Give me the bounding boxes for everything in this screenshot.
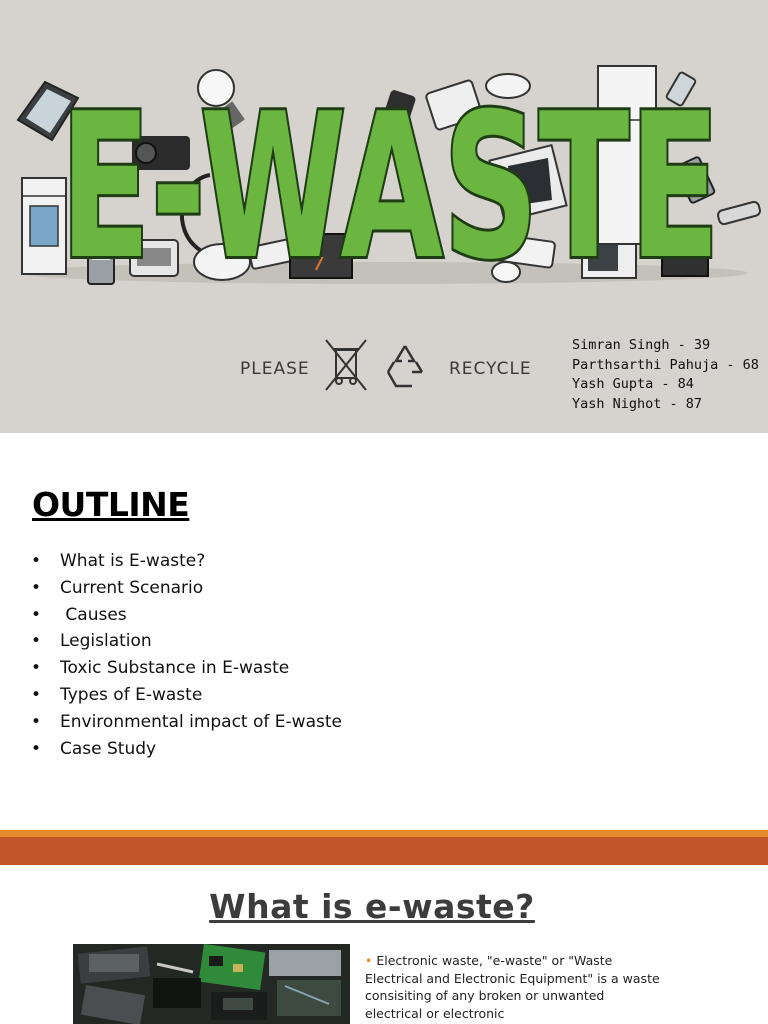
slide-title: What is e-waste?: [209, 887, 535, 926]
bullet-icon: •: [31, 551, 42, 571]
bullet-icon: •: [31, 658, 42, 679]
author-item: Simran Singh - 39: [572, 337, 711, 353]
bullet-icon: •: [31, 684, 42, 705]
title-slide: [0, 0, 768, 433]
outline-item: [30, 551, 342, 578]
bullet-icon: •: [31, 604, 42, 625]
author-item: Yash Gupta - 84: [572, 376, 694, 392]
what-is-e-waste-slide: [0, 830, 768, 1024]
outline-item-label: Environmental impact of E-waste: [60, 711, 342, 732]
outline-slide: [0, 433, 768, 830]
recycle-icon: [382, 342, 428, 390]
author-item: Yash Nighot - 87: [572, 395, 703, 412]
e-waste-pile-photo: [73, 944, 350, 1024]
outline-item: [30, 578, 342, 605]
outline-title: OUTLINE: [32, 485, 190, 524]
e-waste-title-art: [55, 88, 725, 278]
bullet-icon: •: [31, 738, 42, 759]
accent-band: [0, 837, 768, 865]
please-label: PLEASE: [240, 359, 310, 379]
outline-item-label: Current Scenario: [60, 577, 204, 598]
bullet-icon: •: [31, 631, 42, 652]
outline-item: [30, 739, 342, 766]
outline-item-label: Case Study: [60, 738, 157, 759]
outline-item: [30, 712, 342, 739]
author-list: [572, 336, 768, 414]
outline-list: [30, 551, 342, 765]
outline-item: [30, 658, 342, 685]
outline-item-label: What is E-waste?: [60, 551, 206, 571]
recycle-label: RECYCLE: [449, 359, 532, 379]
outline-item: [30, 631, 342, 658]
outline-item-label: Causes: [60, 604, 127, 625]
outline-item-label: Types of E-waste: [60, 684, 203, 705]
author-item: Parthsarthi Pahuja - 68: [572, 356, 759, 373]
definition-text-body: Electronic waste, "e-waste" or "Waste Electrical and Electronic Equipment" is a waste consisiting of any broken or unwanted electrical or electronic: [365, 953, 660, 1021]
accent-band-top: [0, 830, 768, 837]
crossed-out-bin-icon: [324, 338, 368, 392]
bullet-icon: •: [31, 577, 42, 598]
outline-item-label: Legislation: [60, 631, 152, 652]
bullet-icon: •: [365, 953, 373, 968]
please-recycle-row: [240, 338, 540, 398]
outline-item-label: Toxic Substance in E-waste: [60, 658, 290, 679]
outline-item: [30, 605, 342, 632]
outline-item: [30, 685, 342, 712]
bullet-icon: •: [31, 711, 42, 732]
definition-text: [365, 952, 665, 1022]
svg-text:E-WASTE: E-WASTE: [60, 88, 720, 278]
